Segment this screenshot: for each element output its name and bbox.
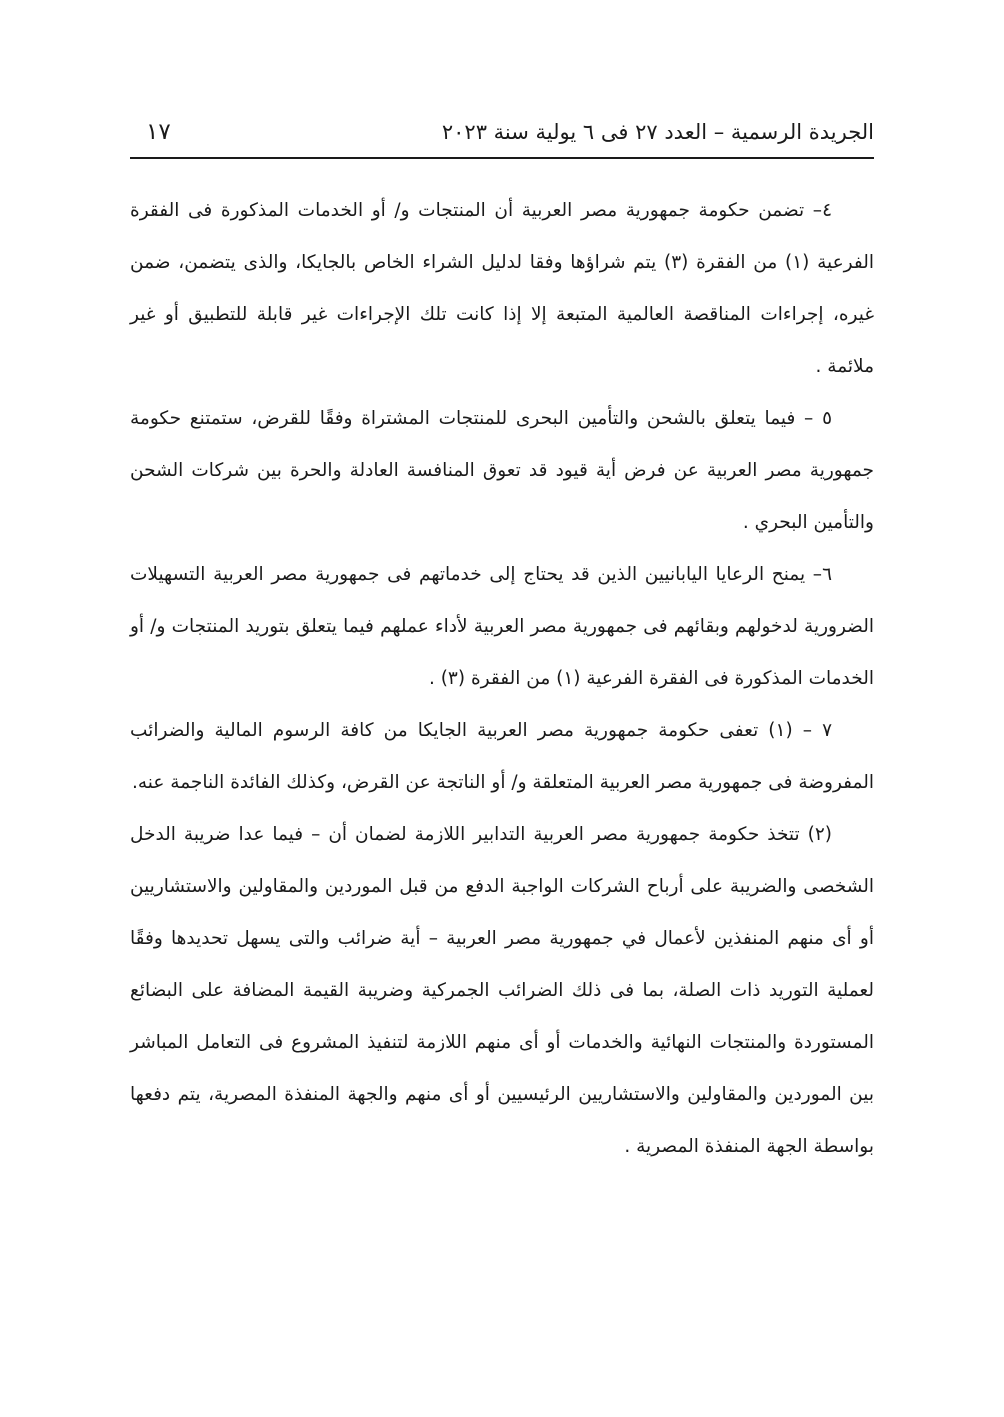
page-number: ١٧ bbox=[146, 119, 171, 145]
paragraph-clause-7-2: (٢) تتخذ حكومة جمهورية مصر العربية التدابير اللازمة لضمان أن – فيما عدا ضريبة الدخل الشخصى والضريبة على أرباح الشركات الواجبة الدفع من قبل الموردين والمقاولين والاستشاريين أو أى منهم المنفذين لأعمال في جمهورية مصر العربية – أية ضرائب والتى يسهل تحديدها وفقًا لعملية التوريد ذات الصلة، بما فى ذلك الضرائب الجمركية وضريبة القيمة المضافة على البضائع المستوردة والمنتجات النهائية والخدمات أو أى منهم اللازمة لتنفيذ المشروع فى التعامل المباشر بين الموردين والمقاولين والاستشاريين الرئيسيين أو أى منهم والجهة المنفذة المصرية، يتم دفعها بواسطة الجهة المنفذة المصرية . bbox=[130, 824, 874, 1157]
paragraph-clause-4: ٤– تضمن حكومة جمهورية مصر العربية أن المنتجات و/ أو الخدمات المذكورة فى الفقرة الفرعية (١) من الفقرة (٣) يتم شراؤها وفقا لدليل الشراء الخاص بالجايكا، والذى يتضمن، ضمن غيره، إجراءات المناقصة العالمية المتبعة إلا إذا كانت تلك الإجراءات غير قابلة للتطبيق أو غير ملائمة . bbox=[130, 200, 875, 377]
body-text bbox=[130, 185, 874, 1173]
paragraph-clause-5: ٥ – فيما يتعلق بالشحن والتأمين البحرى للمنتجات المشتراة وفقًا للقرض، ستمتنع حكومة جمهورية مصر العربية عن فرض أية قيود قد تعوق المنافسة العادلة والحرة بين شركات الشحن والتأمين البحري . bbox=[130, 408, 874, 533]
running-header bbox=[130, 112, 874, 152]
gazette-header-title: الجريدة الرسمية – العدد ٢٧ فى ٦ يولية سنة ٢٠٢٣ bbox=[441, 120, 874, 144]
header-divider bbox=[130, 157, 874, 159]
paragraph-clause-6: ٦– يمنح الرعايا اليابانيين الذين قد يحتاج إلى خدماتهم فى جمهورية مصر العربية التسهيلات الضرورية لدخولهم وبقائهم فى جمهورية مصر العربية لأداء عملهم فيما يتعلق بتوريد المنتجات و/ أو الخدمات المذكورة فى الفقرة الفرعية (١) من الفقرة (٣) . bbox=[130, 564, 874, 689]
paragraph-clause-7-1: ٧ – (١) تعفى حكومة جمهورية مصر العربية الجايكا من كافة الرسوم المالية والضرائب المفروضة فى جمهورية مصر العربية المتعلقة و/ أو الناتجة عن القرض، وكذلك الفائدة الناجمة عنه. bbox=[130, 720, 874, 793]
